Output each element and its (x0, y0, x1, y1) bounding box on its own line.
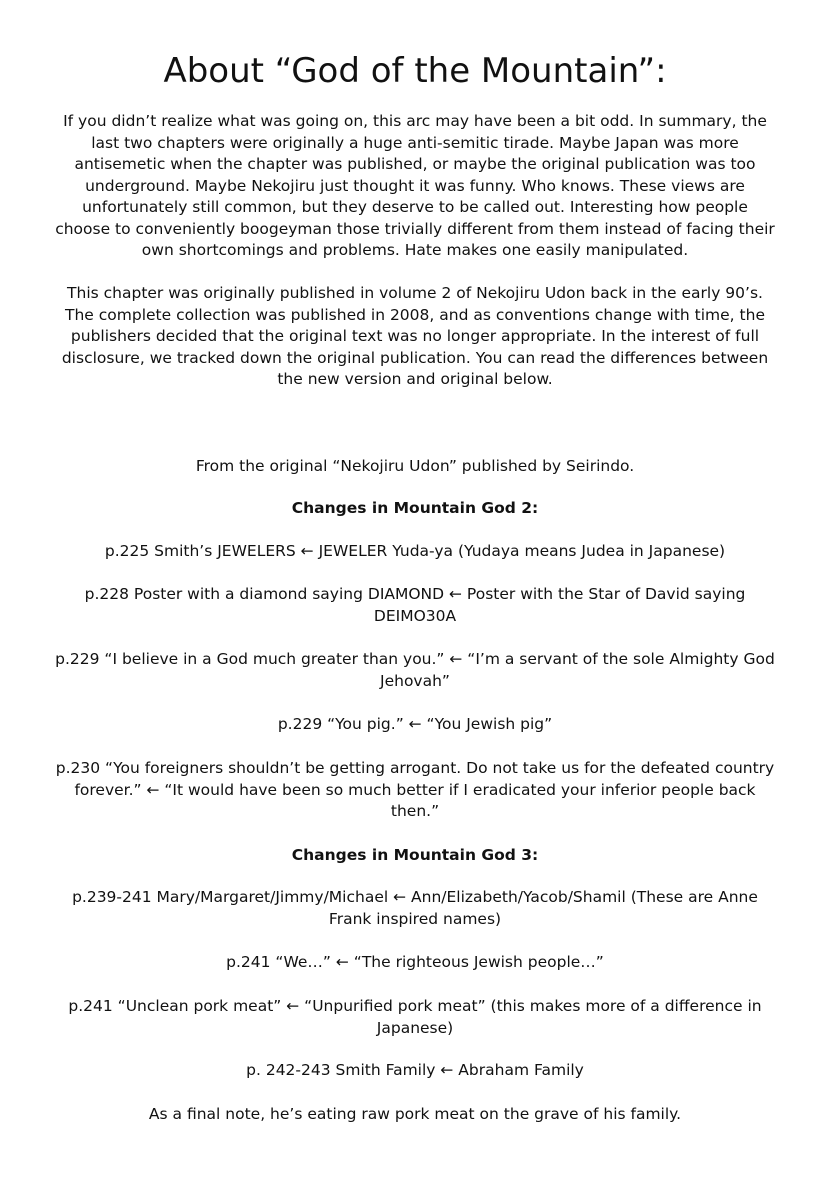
section-heading-mountain-god-2: Changes in Mountain God 2: (291, 499, 539, 517)
change-item: p.225 Smith’s JEWELERS ← JEWELER Yuda-ya (Yudaya means Judea in Japanese) (104, 542, 726, 560)
change-item: p.239-241 Mary/Margaret/Jimmy/Michael ← Ann/Elizabeth/Yacob/Shamil (These are Anne Frank inspired names) (72, 888, 758, 928)
intro-paragraph-summary: If you didn’t realize what was going on, this arc may have been a bit odd. In summary, the last two chapters were originally a huge anti-semitic tirade. Maybe Japan was more antisemetic when the chapter was published, or maybe the original publication was too underground. Maybe Nekojiru just thought it was funny. Who knows. These views are unfortunately still common, but they deserve to be called out. Interesting how people choose to conveniently boogeyman those trivially different from them instead of facing their own shortcomings and problems. Hate makes one easily manipulated. (55, 112, 775, 259)
intro-text (55, 111, 775, 412)
change-item: p.241 “Unclean pork meat” ← “Unpurified pork meat” (this makes more of a difference in Japanese) (68, 997, 762, 1037)
change-item: p.228 Poster with a diamond saying DIAMOND ← Poster with the Star of David saying DEIMO30A (84, 585, 746, 625)
section-heading-mountain-god-3: Changes in Mountain God 3: (291, 846, 539, 864)
page-title: About “God of the Mountain”: (163, 51, 667, 91)
change-item: p.229 “I believe in a God much greater than you.” ← “I’m a servant of the sole Almighty God Jehovah” (55, 650, 775, 690)
source-note: From the original “Nekojiru Udon” published by Seirindo. (195, 457, 635, 475)
change-item: p.241 “We…” ← “The righteous Jewish people…” (226, 953, 604, 971)
final-note: As a final note, he’s eating raw pork meat on the grave of his family. (148, 1105, 682, 1123)
change-item: p. 242-243 Smith Family ← Abraham Family (246, 1061, 584, 1079)
intro-paragraph-publication: This chapter was originally published in volume 2 of Nekojiru Udon back in the early 90’s. The complete collection was published in 2008, and as conventions change with time, the publishers decided that the original text was no longer appropriate. In the interest of full disclosure, we tracked down the original publication. You can read the differences between the new version and original below. (61, 284, 769, 388)
change-item: p.229 “You pig.” ← “You Jewish pig” (277, 715, 553, 733)
change-item: p.230 “You foreigners shouldn’t be getting arrogant. Do not take us for the defeated country forever.” ← “It would have been so much better if I eradicated your inferior people back then.” (55, 759, 775, 820)
